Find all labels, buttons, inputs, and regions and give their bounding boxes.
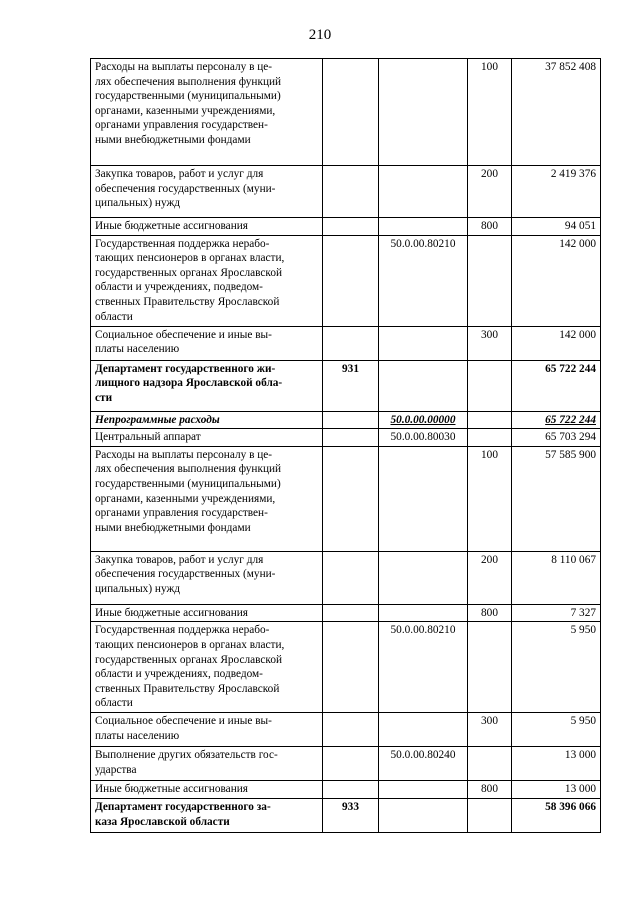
row-target: 50.0.00.80240 [379, 747, 468, 781]
row-amount: 13 000 [512, 747, 601, 781]
row-name: Выполнение других обязательств гос- ударства [91, 747, 323, 781]
row-amount: 142 000 [512, 326, 601, 360]
row-target [379, 218, 468, 236]
row-name: Иные бюджетные ассигнования [91, 218, 323, 236]
row-code: 931 [323, 360, 379, 411]
row-amount: 37 852 408 [512, 59, 601, 166]
row-target-text: 50.0.00.00000 [390, 413, 456, 426]
table-row [91, 218, 601, 236]
row-target: 50.0.00.80210 [379, 622, 468, 713]
row-type: 100 [468, 59, 512, 166]
row-amount: 5 950 [512, 713, 601, 747]
row-target [379, 713, 468, 747]
row-amount: 57 585 900 [512, 446, 601, 551]
row-amount: 65 703 294 [512, 429, 601, 447]
row-target [379, 781, 468, 799]
row-name: Закупка товаров, работ и услуг для обеспечения государственных (муни- ципальных) нужд [91, 166, 323, 218]
row-type: 200 [468, 551, 512, 604]
row-code [323, 713, 379, 747]
row-name: Расходы на выплаты персоналу в це- лях обеспечения выполнения функций государственными (муниципальными) органами, казенными учреждениями, органами управления государствен- ными внебюджетными фондами [91, 59, 323, 166]
row-code [323, 446, 379, 551]
table-row-department [91, 798, 601, 832]
row-amount-text: 65 722 244 [545, 413, 596, 426]
row-target [379, 446, 468, 551]
table-row [91, 622, 601, 713]
row-type: 300 [468, 326, 512, 360]
row-code [323, 622, 379, 713]
row-name: Непрограммные расходы [91, 411, 323, 429]
table-row [91, 235, 601, 326]
row-code [323, 166, 379, 218]
row-code [323, 326, 379, 360]
row-code [323, 218, 379, 236]
row-amount: 7 327 [512, 604, 601, 622]
row-type: 800 [468, 781, 512, 799]
table-row [91, 713, 601, 747]
row-type: 800 [468, 218, 512, 236]
row-target [379, 604, 468, 622]
row-target: 50.0.00.80030 [379, 429, 468, 447]
table-row [91, 429, 601, 447]
row-amount: 65 722 244 [512, 360, 601, 411]
row-amount: 8 110 067 [512, 551, 601, 604]
table-row [91, 166, 601, 218]
row-amount: 94 051 [512, 218, 601, 236]
row-code [323, 429, 379, 447]
row-type [468, 235, 512, 326]
row-type [468, 622, 512, 713]
row-name: Иные бюджетные ассигнования [91, 781, 323, 799]
row-name: Расходы на выплаты персоналу в це- лях обеспечения выполнения функций государственными (муниципальными) органами, казенными учреждениями, органами управления государствен- ными внебюджетными фондами [91, 446, 323, 551]
row-code: 933 [323, 798, 379, 832]
row-target [379, 411, 468, 429]
page-number: 210 [308, 27, 332, 43]
row-name: Департамент государственного за- каза Ярославской области [91, 798, 323, 832]
row-type: 100 [468, 446, 512, 551]
table-row [91, 781, 601, 799]
row-name: Социальное обеспечение и иные вы- платы населению [91, 713, 323, 747]
row-code [323, 604, 379, 622]
table-row [91, 604, 601, 622]
row-target [379, 59, 468, 166]
row-name: Иные бюджетные ассигнования [91, 604, 323, 622]
row-type [468, 360, 512, 411]
row-name: Государственная поддержка нерабо- тающих пенсионеров в органах власти, государственных органах Ярославской области и учреждениях, подведом- ственных Правительству Ярославской области [91, 622, 323, 713]
row-target [379, 798, 468, 832]
row-type [468, 429, 512, 447]
table-row [91, 326, 601, 360]
row-amount: 142 000 [512, 235, 601, 326]
table-row-program [91, 411, 601, 429]
row-type: 300 [468, 713, 512, 747]
row-type [468, 747, 512, 781]
row-name: Государственная поддержка нерабо- тающих пенсионеров в органах власти, государственных органах Ярославской области и учреждениях, подведом- ственных Правительству Ярославской области [91, 235, 323, 326]
table-row [91, 59, 601, 166]
row-code [323, 59, 379, 166]
row-name: Департамент государственного жи- лищного надзора Ярославской обла- сти [91, 360, 323, 411]
row-target [379, 326, 468, 360]
row-code [323, 747, 379, 781]
row-type [468, 411, 512, 429]
row-target: 50.0.00.80210 [379, 235, 468, 326]
row-name: Центральный аппарат [91, 429, 323, 447]
row-target [379, 166, 468, 218]
table-row [91, 446, 601, 551]
row-amount: 58 396 066 [512, 798, 601, 832]
row-amount: 5 950 [512, 622, 601, 713]
row-code [323, 235, 379, 326]
row-code [323, 411, 379, 429]
table-row-department [91, 360, 601, 411]
row-amount [512, 411, 601, 429]
row-target [379, 360, 468, 411]
budget-table [90, 58, 601, 833]
row-code [323, 551, 379, 604]
row-name: Социальное обеспечение и иные вы- платы населению [91, 326, 323, 360]
row-name: Закупка товаров, работ и услуг для обеспечения государственных (муни- ципальных) нужд [91, 551, 323, 604]
table-row [91, 551, 601, 604]
row-code [323, 781, 379, 799]
row-type: 800 [468, 604, 512, 622]
row-amount: 13 000 [512, 781, 601, 799]
row-type [468, 798, 512, 832]
table-row [91, 747, 601, 781]
row-target [379, 551, 468, 604]
row-type: 200 [468, 166, 512, 218]
row-amount: 2 419 376 [512, 166, 601, 218]
